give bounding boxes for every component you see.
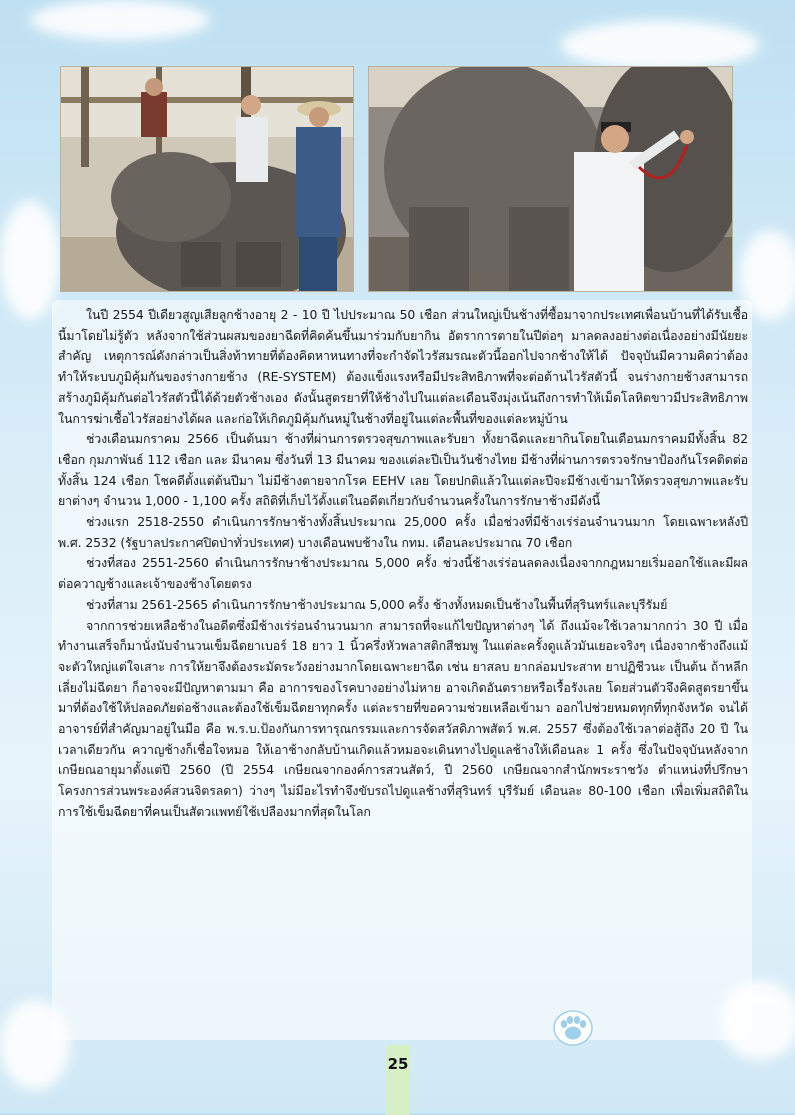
article-body xyxy=(58,305,748,823)
paragraph: ในปี 2554 ปีเดียวสูญเสียลูกช้างอายุ 2 - 10 ปี ไปประมาณ 50 เชือก ส่วนใหญ่เป็นช้างที่ซื้อมาจากประเทศเพื่อนบ้านที่ได้รับเชื้อนี้มาโดยไม่รู้ตัว หลังจากใช้ส่วนผสมของยาฉีดที่คิดค้นขึ้นมาร่วมกับยากิน อัตราการตายในปีต่อๆ มาลดลงอย่างต่อเนื่องอย่างมีนัยยะสำคัญ เหตุการณ์ดังกล่าวเป็นสิ่งท้าทายที่ต้องคิดหาหนทางที่จะกำจัดไวรัสมรณะตัวนี้ออกไปจากช้างให้ได้ ปัจจุบันมีความคิดว่าต้องทำให้ระบบภูมิคุ้มกันของร่างกายช้าง (RE-SYSTEM) ต้องแข็งแรงหรือมีประสิทธิภาพที่จะต่อต้านไวรัสตัวนี้ จนร่างกายช้างสามารถสร้างภูมิคุ้มกันต่อไวรัสตัวนี้ได้ด้วยตัวช้างเอง ดังนั้นสูตรยาที่ให้ช้างไปในแต่ละเดือนจึงมุ่งเน้นถึงการทำให้เม็ดโลหิตขาวมีประสิทธิภาพในการฆ่าเชื้อไวรัสอย่างได้ผล และก่อให้เกิดภูมิคุ้มกันหมู่ในช้างที่อยู่ในแต่ละพื้นที่ของแต่ละหมู่บ้าน xyxy=(58,307,748,426)
background-cloud xyxy=(0,200,60,320)
paragraph: ช่วงเดือนมกราคม 2566 เป็นต้นมา ช้างที่ผ่านการตรวจสุขภาพและรับยา ทั้งยาฉีดและยากินโดยในเดือนมกราคมมีทั้งสิ้น 82 เชือก กุมภาพันธ์ 112 เชือก และ มีนาคม ซึ่งวันที่ 13 มีนาคม ของแต่ละปีเป็นวันช้างไทย มีช้างที่ผ่านการตรวจรักษาป้องกันโรคติดต่อทั้งสิ้น 124 เชือก โชคดีตั้งแต่ต้นปีมา ไม่มีช้างตายจากโรค EEHV เลย โดยปกติแล้วในแต่ละปีจะมีช้างเข้ามาให้ตรวจสุขภาพและรับยาต่างๆ จำนวน 1,000 - 1,100 ครั้ง สถิติที่เก็บไว้ตั้งแต่ในอดีตเกี่ยวกับจำนวนครั้งในการรักษาช้างมีดังนี้ xyxy=(58,431,748,509)
paragraph: ช่วงที่สอง 2551-2560 ดำเนินการรักษาช้างประมาณ 5,000 ครั้ง ช่วงนี้ช้างเร่ร่อนลดลงเนื่องจากกฎหมายเริ่มออกใช้และมีผลต่อควาญช้างและเจ้าของช้างโดยตรง xyxy=(58,555,748,592)
paragraph: ช่วงแรก 2518-2550 ดำเนินการรักษาช้างทั้งสิ้นประมาณ 25,000 ครั้ง เมื่อช่วงที่มีช้างเร่ร่อนจำนวนมาก โดยเฉพาะหลังปี พ.ศ. 2532 (รัฐบาลประกาศปิดป่าทั่วประเทศ) บางเดือนพบช้างใน กทม. เดือนละประมาณ 70 เชือก xyxy=(58,514,748,550)
paw-print-icon xyxy=(553,1010,593,1046)
photo-elephant-stethoscope xyxy=(368,66,733,292)
photo-elephant-examination xyxy=(60,66,354,292)
paragraph: จากการช่วยเหลือช้างในอดีตซึ่งมีช้างเร่ร่อนจำนวนมาก สามารถที่จะแก้ไขปัญหาต่างๆ ได้ ถึงแม้จะใช้เวลามากกว่า 30 ปี เมื่อทำงานเสร็จก็มานั่งนับจำนวนเข็มฉีดยาเบอร์ 18 ยาว 1 นิ้วครึ่งหัวพลาสติกสีชมพู ในแต่ละครั้งดูแล้วมันเยอะจริงๆ เนื่องจากช้างถึงแม้จะตัวใหญ่แต่ใจเสาะ การให้ยาจึงต้องระมัดระวังอย่างมากโดยเฉพาะยาฉีด เช่น ยาสลบ ยากล่อมประสาท ยาปฏิชีวนะ เป็นต้น ถ้าหลีกเลี่ยงไม่ฉีดยา ก็อาจจะมีปัญหาตามมา คือ อาการของโรคบางอย่างไม่หาย อาจเกิดอันตรายหรือเรื้อรังเลย โดยส่วนตัวจึงคิดสูตรยาขึ้นมาที่ต้องใช้ให้ปลอดภัยต่อช้างและต้องใช้เข็มฉีดยาทุกครั้ง แต่ละรายที่ขอความช่วยเหลือเข้ามา ออกไปช่วยหมดทุกที่ทุกจังหวัด จนได้อาจารย์ที่สำคัญมาอยู่ในมือ คือ พ.ร.บ.ป้องกันการทารุณกรรมและการจัดสวัสดิภาพสัตว์ พ.ศ. 2557 ซึ่งต้องใช้เวลาต่อสู้ถึง 20 ปี ในเวลาเดียวกัน ควาญช้างก็เชื่อใจหมอ ให้เอาช้างกลับบ้านเกิดแล้วหมอจะเดินทางไปดูแลช้างให้เดือนละ 1 ครั้ง ซึ่งในปัจจุบันหลังจากเกษียณอายุมาตั้งแต่ปี 2560 (ปี 2554 เกษียณจากองค์การสวนสัตว์, ปี 2560 เกษียณจากสำนักพระราชวัง ตำแหน่งที่ปรึกษาโครงการส่วนพระองค์สวนจิตรลดา) ว่างๆ ไม่มีอะไรทำจึงขับรถไปดูแลช้างที่สุรินทร์ บุรีรัมย์ เดือนละ 80-100 เชือก เพื่อเพิ่มสถิติในการใช้เข็มฉีดยาที่คนเป็นสัตวแพทย์ใช้เปลืองมากที่สุดในโลก xyxy=(58,617,748,819)
background-cloud xyxy=(30,0,210,40)
paragraph: ช่วงที่สาม 2561-2565 ดำเนินการรักษาช้างประมาณ 5,000 ครั้ง ช้างทั้งหมดเป็นช้างในพื้นที่สุรินทร์และบุรีรัมย์ xyxy=(86,596,668,612)
page-number: 25 xyxy=(387,1055,409,1073)
background-cloud xyxy=(560,20,760,70)
